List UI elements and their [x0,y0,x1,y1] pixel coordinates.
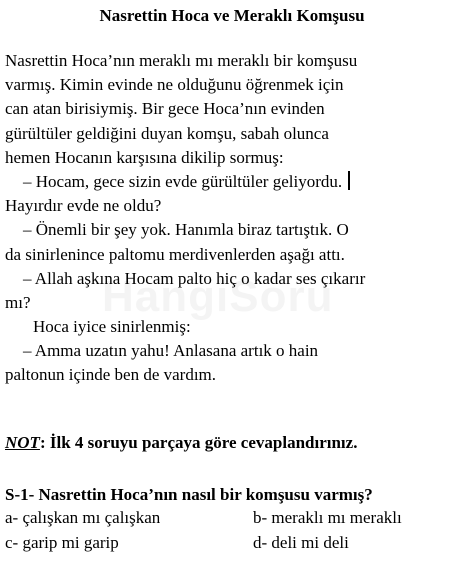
story-line: mı? [5,292,31,312]
text-cursor [348,171,350,190]
story-line: varmış. Kimin evinde ne olduğunu öğrenmek için [5,75,344,95]
story-line: Hoca iyice sinirlenmiş: [33,317,191,337]
story-line: Nasrettin Hoca’nın meraklı mı meraklı bir komşusu [5,51,358,70]
option-b[interactable]: b- meraklı mı meraklı [253,508,402,527]
story-line: paltonun içinde ben de vardım. [5,365,217,385]
option-a[interactable]: a- çalışkan mı çalışkan [5,508,161,527]
story-line: da sinirlenince paltomu merdivenlerden aşağı attı. [5,244,345,264]
story-line: gürültüler geldiğini duyan komşu, sabah olunca [5,123,329,143]
story-line-dialogue: – Amma uzatın yahu! Anlasana artık o hain [23,341,319,361]
question-1: S-1- Nasrettin Hoca’nın nasıl bir komşusu varmış? [5,485,373,504]
story-line-dialogue [5,170,461,194]
note-text: : İlk 4 soruyu parçaya göre cevaplandırınız. [39,433,358,452]
option-d[interactable]: d- deli mi deli [253,533,349,552]
dialogue-text: – Hocam, gece sizin evde gürültüler geliyordu. [23,171,343,191]
story-line: Hayırdır evde ne oldu? [5,196,162,216]
option-c[interactable]: c- garip mi garip [5,533,119,552]
story-text [5,49,461,388]
story-line: hemen Hocanın karşısına dikilip sormuş: [5,147,284,167]
story-line-dialogue: – Allah aşkına Hocam palto hiç o kadar ses çıkarır [23,268,366,288]
instruction-note [5,433,357,453]
story-line: can atan birisiymiş. Bir gece Hoca’nın evinden [5,99,325,119]
story-line-dialogue: – Önemli bir şey yok. Hanımla biraz tartıştık. O [23,220,349,240]
note-label: NOT [5,433,40,452]
story-title: Nasrettin Hoca ve Meraklı Komşusu [99,6,365,25]
